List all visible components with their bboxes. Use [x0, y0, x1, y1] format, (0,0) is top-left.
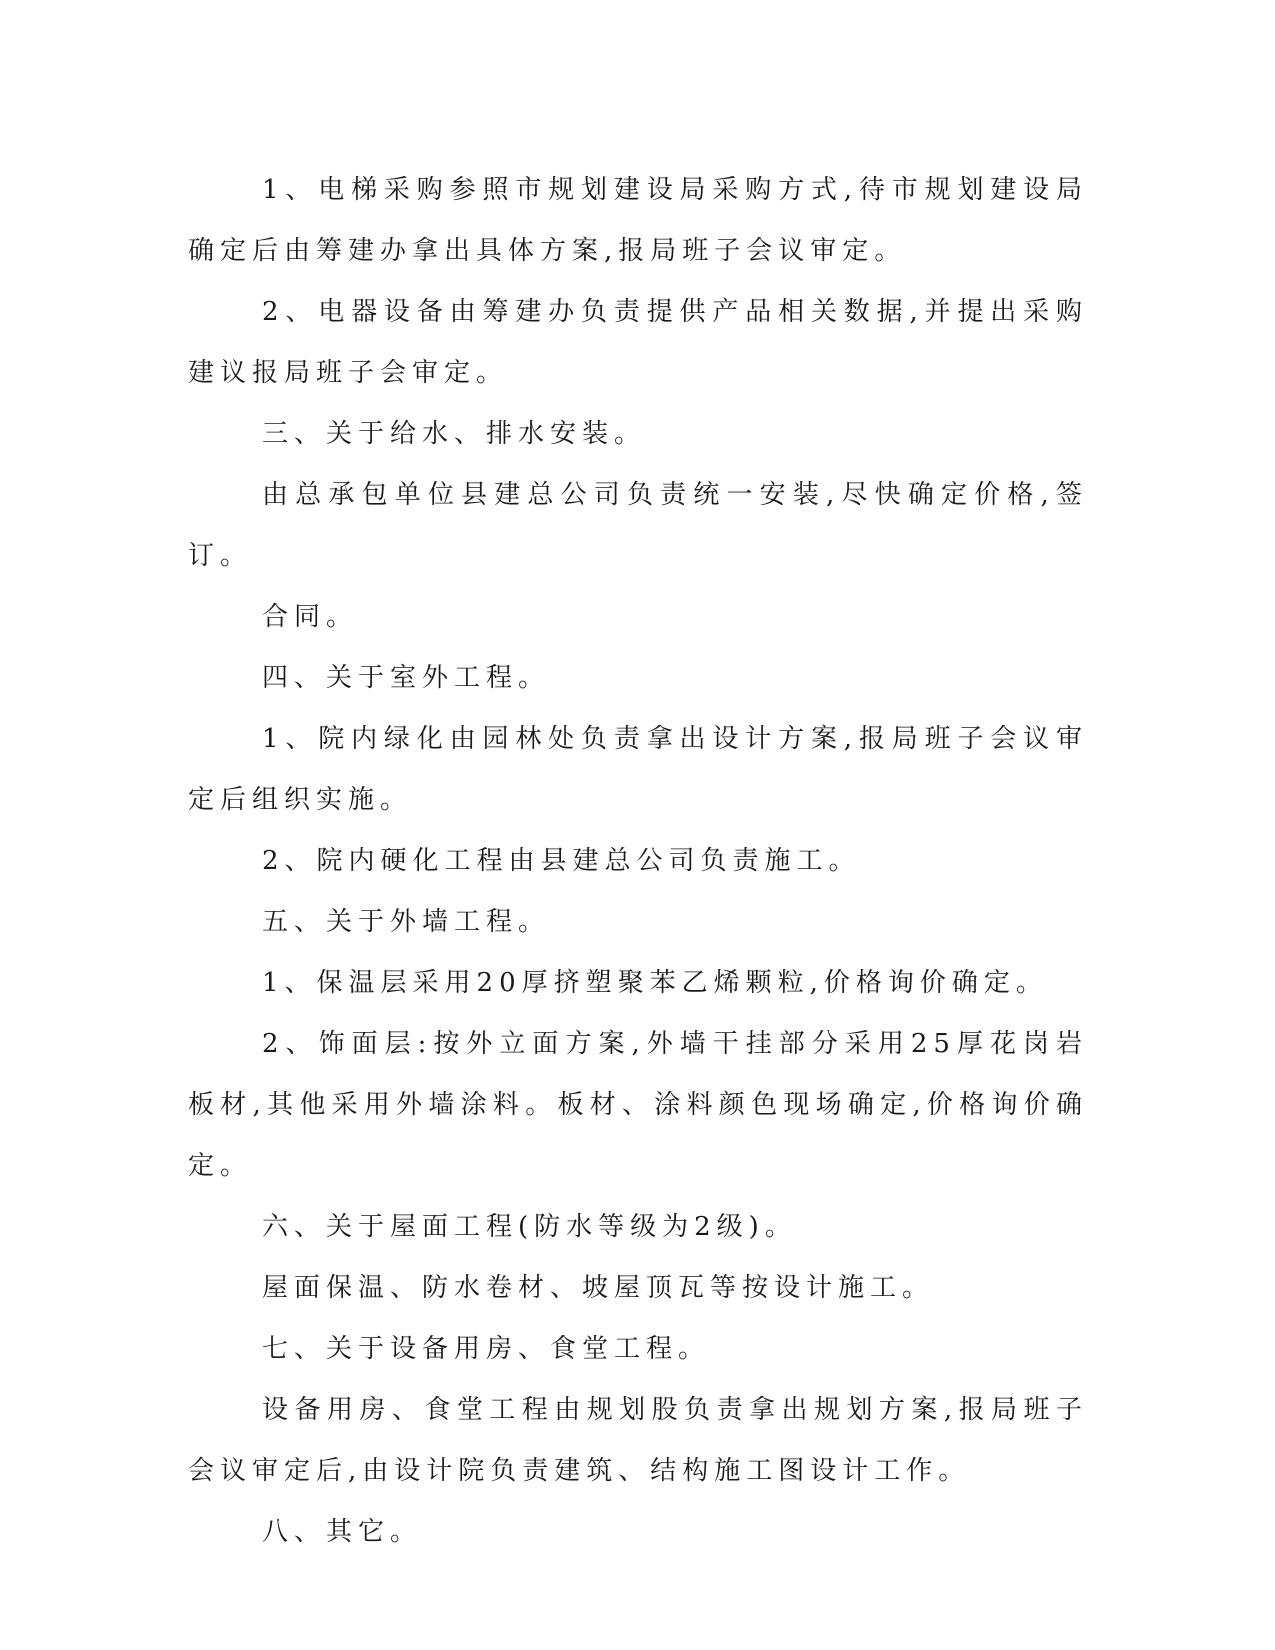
paragraph-roofing-construction: 屋面保温、防水卷材、坡屋顶瓦等按设计施工。 [262, 1273, 935, 1303]
section-heading-roofing: 六、关于屋面工程(防水等级为2级)。 [262, 1212, 797, 1242]
paragraph-contract: 合同。 [262, 602, 359, 632]
section-heading-water-supply: 三、关于给水、排水安装。 [262, 419, 647, 449]
paragraph-insulation-layer: 1、保温层采用20厚挤塑聚苯乙烯颗粒,价格询价确定。 [262, 968, 1048, 998]
section-heading-equipment-canteen: 七、关于设备用房、食堂工程。 [262, 1334, 711, 1364]
paragraph-hardening: 2、院内硬化工程由县建总公司负责施工。 [262, 846, 861, 876]
document-body [188, 160, 1088, 1563]
section-heading-other: 八、其它。 [262, 1517, 423, 1547]
paragraph-elevator-procurement: 1、电梯采购参照市规划建设局采购方式,待市规划建设局确定后由筹建办拿出具体方案,报局班子会议审定。 [188, 175, 1088, 266]
paragraph-equipment-canteen-plan: 设备用房、食堂工程由规划股负责拿出规划方案,报局班子会议审定后,由设计院负责建筑、结构施工图设计工作。 [188, 1395, 1088, 1486]
paragraph-electrical-equipment: 2、电器设备由筹建办负责提供产品相关数据,并提出采购建议报局班子会审定。 [188, 297, 1088, 388]
paragraph-facing-layer: 2、饰面层:按外立面方案,外墙干挂部分采用25厚花岗岩板材,其他采用外墙涂料。板材、涂料颜色现场确定,价格询价确定。 [188, 1029, 1088, 1181]
paragraph-greening: 1、院内绿化由园林处负责拿出设计方案,报局班子会议审定后组织实施。 [188, 724, 1088, 815]
paragraph-water-installation: 由总承包单位县建总公司负责统一安装,尽快确定价格,签订。 [188, 480, 1088, 571]
section-heading-exterior-wall: 五、关于外墙工程。 [262, 907, 551, 937]
section-heading-outdoor-works: 四、关于室外工程。 [262, 663, 551, 693]
